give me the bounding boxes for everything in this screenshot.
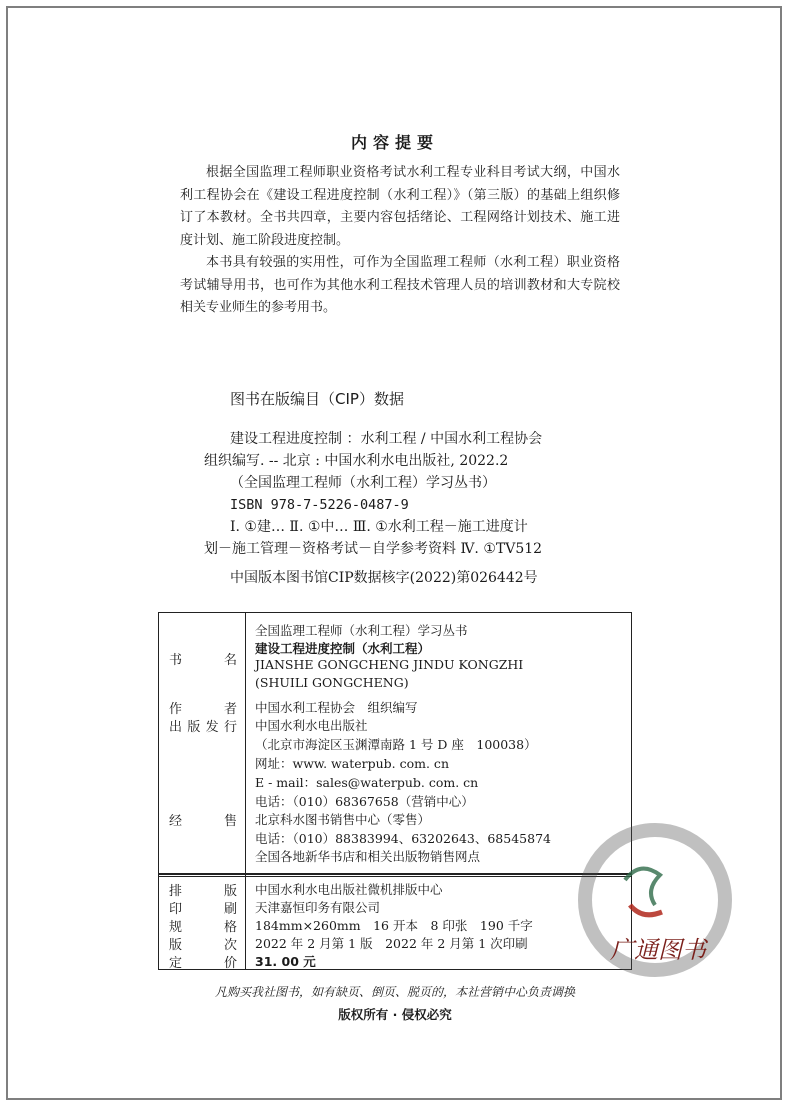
book-title-pinyin: JIANSHE GONGCHENG JINDU KONGZHI: [255, 657, 524, 672]
summary-paragraph: 本书具有较强的实用性，可作为全国监理工程师（水利工程）职业资格考试辅导用书，也可作为其他水利工程技术管理人员的培训教材和大专院校相关专业师生的参考用书。: [180, 255, 620, 315]
book-title-pinyin: (SHUILI GONGCHENG): [255, 675, 409, 690]
cip-heading: 图书在版编目（CIP）数据: [230, 390, 404, 408]
summary-paragraph: 根据全国监理工程师职业资格考试水利工程专业科目考试大纲，中国水利工程协会在《建设工程进度控制（水利工程）》（第三版）的基础上组织修订了本教材。全书共四章，主要内容包括绪论、工程网络计划技术、施工进度计划、施工阶段进度控制。: [180, 165, 620, 248]
label-publisher: 出 版 发 行: [169, 720, 237, 735]
seller-value: 北京科水图书销售中心（零售）: [255, 812, 431, 827]
publisher-value: 中国水利水电出版社: [255, 718, 368, 733]
cip-isbn: ISBN 978-7-5226-0487-9: [230, 497, 409, 513]
footer-note: 凡购买我社图书，如有缺页、倒页、脱页的，本社营销中心负责调换: [214, 985, 575, 999]
label-price: 定 价: [169, 956, 237, 971]
book-title: 建设工程进度控制（水利工程）: [255, 641, 431, 656]
seller-network: 全国各地新华书店和相关出版物销售网点: [255, 849, 481, 864]
cip-line: 建设工程进度控制 ：水利工程 / 中国水利工程协会: [230, 431, 543, 447]
cip-series: （全国监理工程师（水利工程）学习丛书）: [230, 475, 496, 491]
label-edition: 版 次: [169, 938, 237, 953]
series-name: 全国监理工程师（水利工程）学习丛书: [255, 623, 468, 638]
seller-phone: 电话：（010）88383994、63202643、68545874: [255, 831, 551, 846]
publisher-email: E - mail：sales@waterpub. com. cn: [255, 775, 479, 790]
label-typeset: 排 版: [169, 884, 237, 899]
copyright-notice: 版权所有 · 侵权必究: [338, 1007, 452, 1022]
stamp-text: 广通图书: [610, 936, 706, 964]
label-author: 作 者: [169, 702, 237, 717]
typeset-value: 中国水利水电出版社微机排版中心: [255, 882, 443, 897]
publisher-website: 网址：www. waterpub. com. cn: [255, 756, 449, 771]
spec-value: 184mm×260mm 16 开本 8 印张 190 千字: [255, 918, 533, 933]
summary-title: 内容提要: [350, 133, 439, 152]
author-value: 中国水利工程协会 组织编写: [255, 700, 418, 715]
price-value: 31. 00 元: [255, 954, 316, 969]
table-divider: [159, 876, 631, 877]
label-seller: 经 售: [169, 814, 237, 829]
cip-line: 组织编写. -- 北京 : 中国水利水电出版社, 2022.2: [204, 453, 509, 469]
table-divider: [245, 613, 246, 969]
cip-classification: 划－施工管理－资格考试－自学参考资料 Ⅳ. ①TV512: [204, 541, 543, 557]
cip-classification: Ⅰ. ①建… Ⅱ. ①中… Ⅲ. ①水利工程－施工进度计: [230, 519, 528, 535]
label-spec: 规 格: [169, 920, 237, 935]
publisher-address: （北京市海淀区玉渊潭南路 1 号 D 座 100038）: [255, 737, 537, 752]
store-stamp-watermark: [570, 820, 740, 990]
label-book-name: 书 名: [169, 653, 237, 668]
label-printer: 印 刷: [169, 902, 237, 917]
summary-body: [180, 162, 620, 320]
table-divider: [159, 873, 631, 875]
publisher-phone: 电话：（010）68367658（营销中心）: [255, 794, 474, 809]
printer-value: 天津嘉恒印务有限公司: [255, 900, 381, 915]
edition-value: 2022 年 2 月第 1 版 2022 年 2 月第 1 次印刷: [255, 936, 528, 951]
cip-record-number: 中国版本图书馆CIP数据核字(2022)第026442号: [230, 570, 538, 586]
publication-info-table: [158, 612, 632, 970]
